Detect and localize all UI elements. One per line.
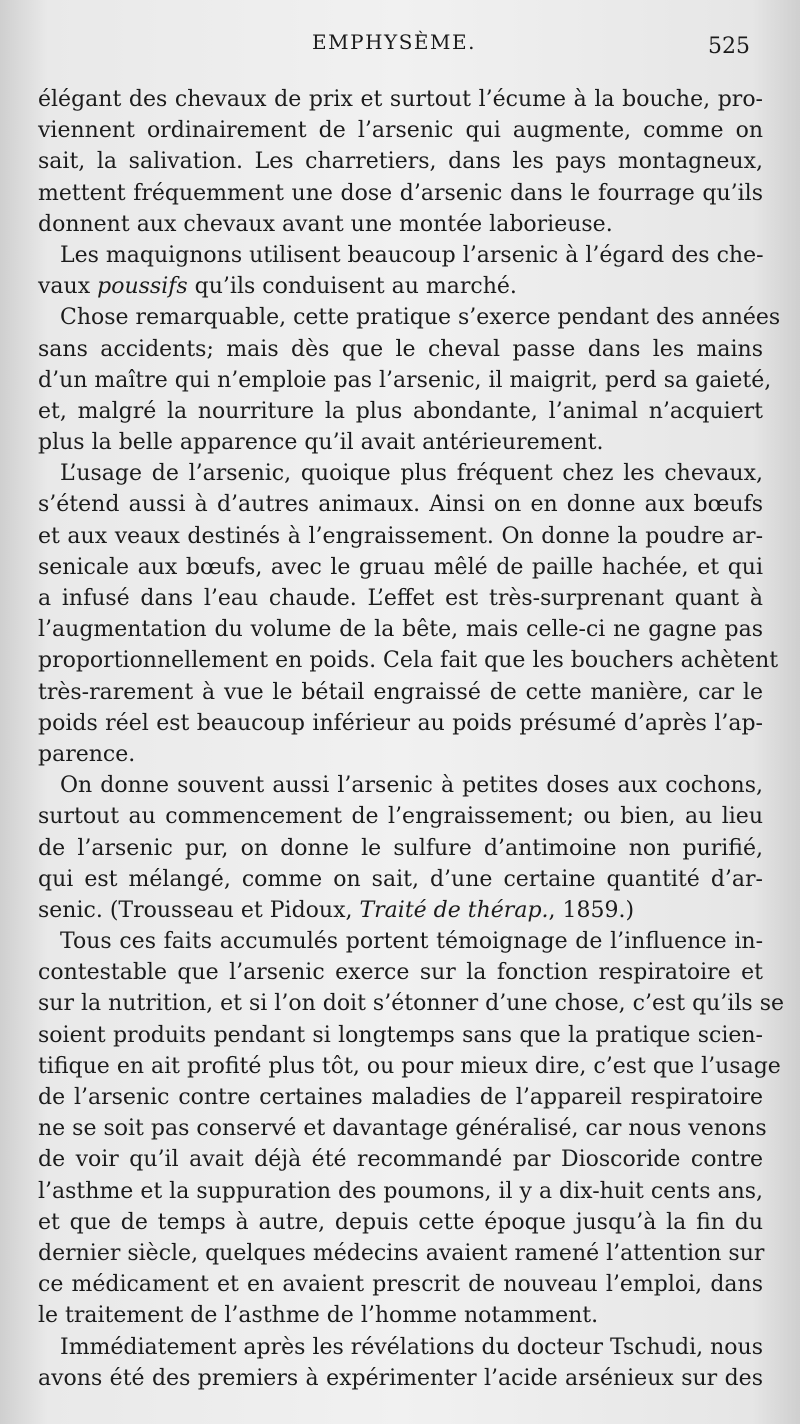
text-line: et, malgré la nourriture la plus abondante, l’animal n’acquiert [38, 398, 763, 424]
page-header [38, 30, 750, 66]
text-line: de voir qu’il avait déjà été recommandé par Dioscoride contre [38, 1147, 763, 1173]
paragraph [38, 84, 763, 240]
text-line: plus la belle apparence qu’il avait antérieurement. [38, 430, 604, 456]
text-line: surtout au commencement de l’engraissement; ou bien, au lieu [38, 804, 763, 830]
text-line: donnent aux chevaux avant une montée laborieuse. [38, 211, 613, 237]
text-line: sait, la salivation. Les charretiers, dans les pays montagneux, [38, 149, 763, 175]
text-fragment: qu’ils conduisent au marché. [194, 274, 517, 300]
text-line [38, 271, 763, 302]
text-line: On donne souvent aussi l’arsenic à petites doses aux cochons, [60, 773, 763, 799]
text-line: viennent ordinairement de l’arsenic qui augmente, comme on [38, 118, 763, 144]
text-fragment: vaux [38, 274, 91, 300]
text-fragment: senic. (Trousseau et Pidoux, [38, 897, 353, 923]
text-line: L’usage de l’arsenic, quoique plus fréquent chez les chevaux, [60, 461, 763, 487]
text-line: Chose remarquable, cette pratique s’exerce pendant des années [60, 305, 781, 331]
italic-citation: Traité de thérap. [359, 897, 549, 923]
text-line: soient produits pendant si longtemps sans que la pratique scien- [38, 1022, 763, 1048]
paragraph [38, 240, 763, 302]
text-line: élégant des chevaux de prix et surtout l’écume à la bouche, pro- [38, 87, 763, 112]
text-line: contestable que l’arsenic exerce sur la fonction respiratoire et [38, 960, 763, 986]
text-line: de l’arsenic pur, on donne le sulfure d’antimoine non purifié, [38, 835, 763, 861]
text-fragment: , 1859.) [548, 897, 635, 923]
text-line: sans accidents; mais dès que le cheval passe dans les mains [38, 336, 763, 362]
text-line: très-rarement à vue le bétail engraissé de cette manière, car le [38, 679, 763, 705]
text-line: et que de temps à autre, depuis cette époque jusqu’à la fin du [38, 1209, 763, 1235]
text-line: l’augmentation du volume de la bête, mais celle-ci ne gagne pas [38, 617, 763, 643]
paragraph [38, 770, 763, 926]
running-head: EMPHYSÈME. [312, 30, 476, 54]
text-line: senicale aux bœufs, avec le gruau mêlé de paille hachée, et qui [38, 554, 763, 580]
text-line: a infusé dans l’eau chaude. L’effet est très-surprenant quant à [38, 586, 763, 611]
text-line: et aux veaux destinés à l’engraissement. On donne la poudre ar- [38, 523, 763, 549]
page-number: 525 [708, 34, 750, 59]
text-line: l’asthme et la suppuration des poumons, il y a dix-huit cents ans, [38, 1178, 764, 1204]
text-line: Tous ces faits accumulés portent témoignage de l’influence in- [60, 929, 763, 955]
text-line: dernier siècle, quelques médecins avaient ramené l’attention sur [38, 1240, 765, 1266]
text-line: ne se soit pas conservé et davantage généralisé, car nous venons [38, 1116, 767, 1142]
body-text [38, 84, 785, 1394]
text-line: parence. [38, 741, 136, 767]
text-line: mettent fréquemment une dose d’arsenic dans le fourrage qu’ils [38, 180, 763, 206]
text-line: tifique en ait profité plus tôt, ou pour mieux dire, c’est que l’usage [38, 1053, 781, 1079]
text-line [38, 895, 763, 926]
text-line: ce médicament et en avaient prescrit de nouveau l’emploi, dans [38, 1272, 763, 1298]
paragraph [38, 926, 785, 1331]
text-line: qui est mélangé, comme on sait, d’une certaine quantité d’ar- [38, 866, 763, 892]
text-line: d’un maître qui n’emploie pas l’arsenic, il maigrit, perd sa gaieté, [38, 367, 772, 393]
text-line: le traitement de l’asthme de l’homme notamment. [38, 1303, 599, 1329]
text-line: de l’arsenic contre certaines maladies de l’appareil respiratoire [38, 1085, 763, 1110]
text-line: avons été des premiers à expérimenter l’acide arsénieux sur des [38, 1365, 763, 1391]
text-line: Les maquignons utilisent beaucoup l’arsenic à l’égard des che- [60, 242, 764, 268]
text-line: sur la nutrition, et si l’on doit s’étonner d’une chose, c’est qu’ils se [38, 991, 785, 1017]
paragraph [38, 458, 779, 770]
text-line: s’étend aussi à d’autres animaux. Ainsi on en donne aux bœufs [38, 492, 763, 518]
text-line: proportionnellement en poids. Cela fait que les bouchers achètent [38, 648, 779, 674]
italic-term: poussifs [97, 274, 188, 300]
paragraph [38, 1332, 763, 1394]
text-line: poids réel est beaucoup inférieur au poids présumé d’après l’ap- [38, 710, 763, 736]
text-line: Immédiatement après les révélations du docteur Tschudi, nous [60, 1334, 763, 1360]
paragraph [38, 302, 781, 458]
